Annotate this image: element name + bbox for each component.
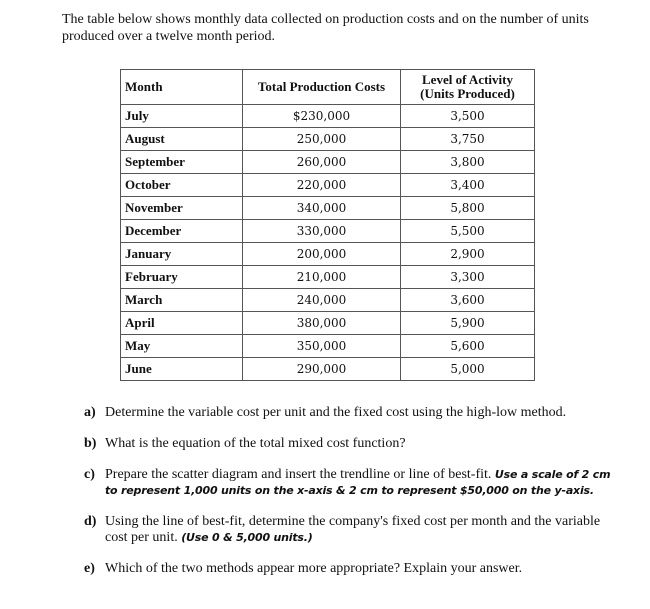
table-row xyxy=(121,174,535,197)
units-cell: 5,500 xyxy=(401,220,535,243)
month-cell: March xyxy=(121,289,243,312)
question-note: (Use 0 & 5,000 units.) xyxy=(181,531,313,544)
units-cell: 3,600 xyxy=(401,289,535,312)
month-cell: May xyxy=(121,335,243,358)
units-cell: 5,600 xyxy=(401,335,535,358)
table-row xyxy=(121,197,535,220)
month-cell: June xyxy=(121,358,243,381)
month-cell: July xyxy=(121,105,243,128)
table-row xyxy=(121,220,535,243)
question-text: Which of the two methods appear more appropriate? Explain your answer. xyxy=(105,561,523,576)
units-cell: 3,300 xyxy=(401,266,535,289)
cost-cell: 200,000 xyxy=(243,243,401,266)
question-label: e) xyxy=(84,561,95,576)
production-data-table xyxy=(120,69,535,381)
cost-cell: 240,000 xyxy=(243,289,401,312)
cost-cell: 380,000 xyxy=(243,312,401,335)
header-month: Month xyxy=(121,70,243,105)
question-c xyxy=(84,467,614,499)
table-row xyxy=(121,128,535,151)
question-label: c) xyxy=(84,467,95,482)
question-body xyxy=(105,514,614,546)
question-e xyxy=(84,561,614,577)
question-list xyxy=(84,405,614,592)
question-label: d) xyxy=(84,514,97,529)
month-cell: April xyxy=(121,312,243,335)
cost-cell: 250,000 xyxy=(243,128,401,151)
question-b xyxy=(84,436,614,452)
cost-cell: 340,000 xyxy=(243,197,401,220)
question-text: Using the line of best-fit, determine the company's fixed cost per month and the variable cost per unit. xyxy=(105,514,601,545)
question-text: Determine the variable cost per unit and the fixed cost using the high-low method. xyxy=(105,405,567,420)
table-row xyxy=(121,312,535,335)
table-row xyxy=(121,266,535,289)
table-header-row xyxy=(121,70,535,105)
table-row xyxy=(121,335,535,358)
units-cell: 3,400 xyxy=(401,174,535,197)
cost-cell: 330,000 xyxy=(243,220,401,243)
month-cell: November xyxy=(121,197,243,220)
table-body xyxy=(121,105,535,381)
units-cell: 3,750 xyxy=(401,128,535,151)
question-d xyxy=(84,514,614,546)
question-note: Use a scale of 2 cm to represent 1,000 units on the x-axis & 2 cm to represent $50,000 on the y-axis. xyxy=(105,468,611,497)
month-cell: August xyxy=(121,128,243,151)
question-body xyxy=(105,467,614,499)
header-total-costs: Total Production Costs xyxy=(243,70,401,105)
cost-cell: 290,000 xyxy=(243,358,401,381)
question-text: Prepare the scatter diagram and insert the trendline or line of best-fit. xyxy=(105,467,492,482)
cost-cell: 260,000 xyxy=(243,151,401,174)
cost-cell: 350,000 xyxy=(243,335,401,358)
table-row xyxy=(121,105,535,128)
units-cell: 5,900 xyxy=(401,312,535,335)
intro-paragraph: The table below shows monthly data collected on production costs and on the number of units produced over a twelve month period. xyxy=(62,12,589,44)
table-row xyxy=(121,243,535,266)
cost-cell: 220,000 xyxy=(243,174,401,197)
month-cell: December xyxy=(121,220,243,243)
month-cell: February xyxy=(121,266,243,289)
table-row xyxy=(121,289,535,312)
units-cell: 3,500 xyxy=(401,105,535,128)
question-text: What is the equation of the total mixed cost function? xyxy=(105,436,406,451)
month-cell: January xyxy=(121,243,243,266)
units-cell: 3,800 xyxy=(401,151,535,174)
month-cell: October xyxy=(121,174,243,197)
cost-cell: 210,000 xyxy=(243,266,401,289)
units-cell: 5,800 xyxy=(401,197,535,220)
cost-cell: $230,000 xyxy=(243,105,401,128)
table-row xyxy=(121,358,535,381)
month-cell: September xyxy=(121,151,243,174)
units-cell: 2,900 xyxy=(401,243,535,266)
question-a xyxy=(84,405,614,421)
header-level-of-activity: Level of Activity (Units Produced) xyxy=(401,70,535,105)
question-label: a) xyxy=(84,405,96,420)
units-cell: 5,000 xyxy=(401,358,535,381)
table-row xyxy=(121,151,535,174)
question-label: b) xyxy=(84,436,97,451)
